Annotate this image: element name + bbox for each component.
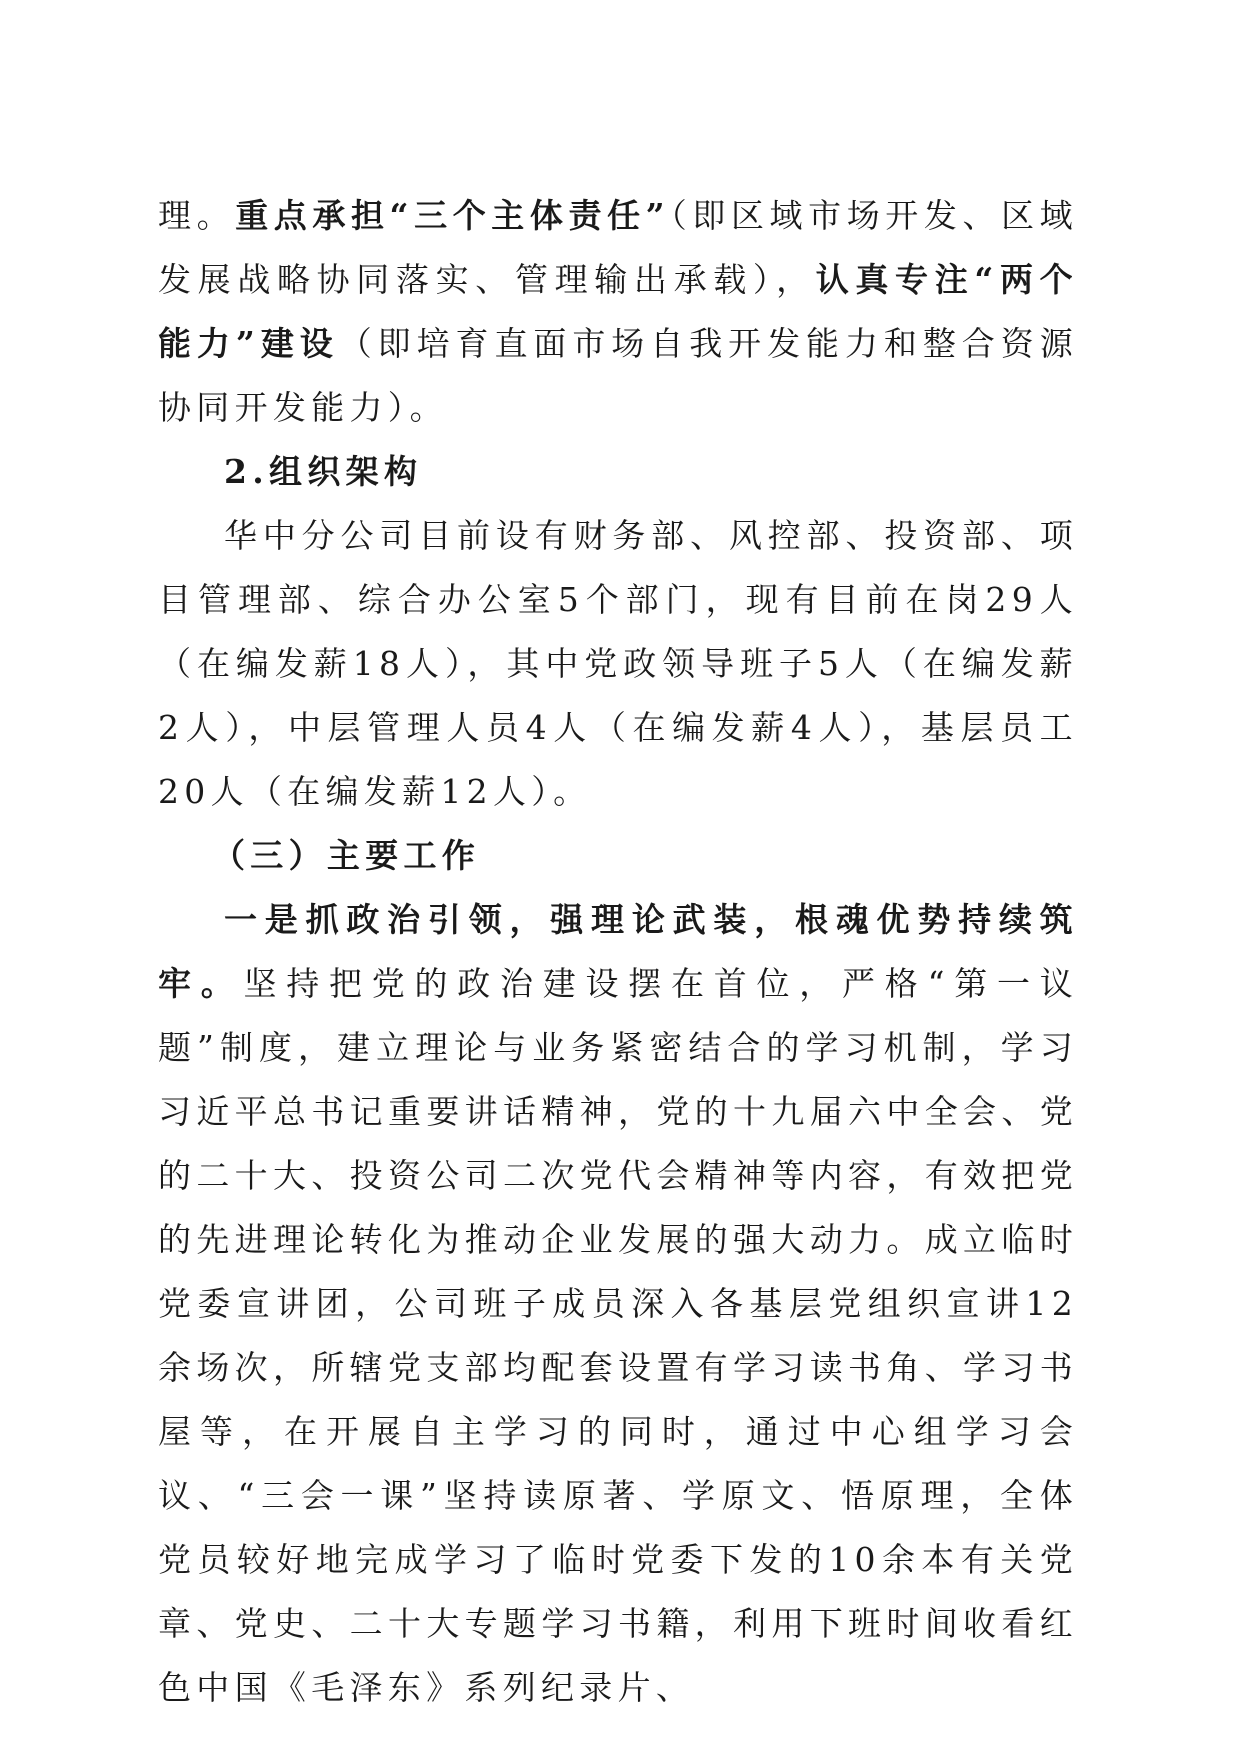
paragraph-text: 坚持把党的政治建设摆在首位，严格“第一议题”制度，建立理论与业务紧密结合的学习机制，学习习近平总书记重要讲话精神，党的十九届六中全会、党的二十大、投资公司二次党代会精神等内容，有效把党的先进理论转化为推动企业发展的强大动力。成立临时党委宣讲团，公司班子成员深入各基层党组织宣讲12余场次，所辖党支部均配套设置有学习读书角、学习书屋等，在开展自主学习的同时，通过中心组学习会议、“三会一课”坚持读原著、学原文、悟原理，全体党员较好地完成学习了临时党委下发的10余本有关党章、党史、二十大专题学习书籍，利用下班时间收看红色中国《毛泽东》系列纪录片、 [158,964,1078,1707]
document-body [158,184,1078,1720]
bold-phrase-two-capabilities: 认真专注“两个能力”建设 [158,260,1078,363]
bold-phrase-three-responsibilities: 重点承担“三个主体责任” [235,196,670,235]
paragraph-org-structure: 华中分公司目前设有财务部、风控部、投资部、项目管理部、综合办公室5个部门，现有目前在岗29人（在编发薪18人），其中党政领导班子5人（在编发薪2人），中层管理人员4人（在编发薪4人），基层员工20人（在编发薪12人）。 [158,516,1078,811]
paragraph-political-leadership [158,888,1078,1720]
paragraph-text: （即区域市场开发、区域发展战略协同落实、管理输出承载）， [158,196,1078,299]
section-heading-org-structure: 2.组织架构 [224,452,423,491]
paragraph-text: （即培育直面市场自我开发能力和整合资源协同开发能力）。 [158,324,1078,427]
section-heading-main-work: （三）主要工作 [212,836,481,875]
paragraph-text: 理。 [158,196,236,235]
bold-lead-sentence: 一是抓政治引领，强理论武装，根魂优势持续筑牢。 [158,900,1078,1003]
paragraph-responsibilities [158,184,1078,440]
